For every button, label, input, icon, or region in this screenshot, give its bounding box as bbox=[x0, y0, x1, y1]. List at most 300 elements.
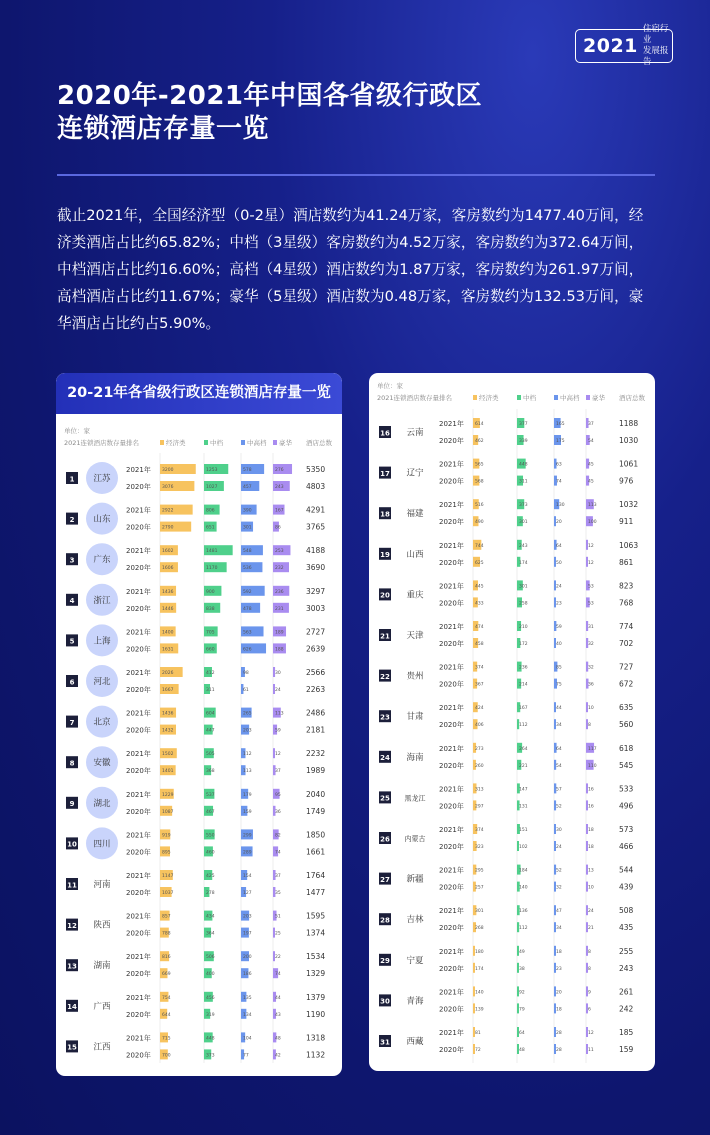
year-label: 2021年 bbox=[126, 709, 151, 718]
bar-value-label: 52 bbox=[556, 804, 562, 810]
year-label: 2020年 bbox=[439, 883, 464, 892]
bar-value-label: 48 bbox=[519, 1048, 525, 1053]
row-total: 823 bbox=[619, 581, 634, 591]
bar-value-label: 265 bbox=[243, 711, 252, 717]
year-label: 2020年 bbox=[126, 807, 151, 816]
row-total: 560 bbox=[619, 720, 634, 730]
unit-label: 单位：家 bbox=[64, 427, 90, 435]
bar-value-label: 301 bbox=[243, 525, 252, 531]
year-label: 2021年 bbox=[126, 587, 151, 596]
rank-number: 21 bbox=[380, 632, 390, 641]
province-name: 重庆 bbox=[406, 590, 424, 601]
year-label: 2021年 bbox=[439, 826, 464, 834]
bar-value-label: 37 bbox=[275, 769, 281, 775]
legend-swatch bbox=[586, 395, 590, 400]
rank-number: 30 bbox=[380, 997, 390, 1006]
bar-value-label: 113 bbox=[275, 711, 284, 717]
province-name: 宁夏 bbox=[406, 955, 424, 966]
bar-value-label: 367 bbox=[475, 682, 484, 688]
year-label: 2020年 bbox=[126, 1051, 151, 1060]
bar-value-label: 12 bbox=[588, 560, 594, 566]
row-total: 4803 bbox=[306, 482, 326, 491]
bar-value-label: 1667 bbox=[162, 688, 174, 693]
bar-value-label: 174 bbox=[475, 966, 484, 972]
bar-value-label: 113 bbox=[588, 503, 597, 509]
bar-value-label: 154 bbox=[243, 874, 252, 879]
bar-value-label: 323 bbox=[475, 845, 484, 850]
row-total: 243 bbox=[619, 963, 634, 973]
bar-value-label: 81 bbox=[475, 1031, 481, 1036]
row-total: 1032 bbox=[619, 500, 639, 510]
year-label: 2020年 bbox=[439, 721, 464, 730]
bar-value-label: 16 bbox=[588, 804, 594, 810]
bar-value-label: 134 bbox=[243, 1012, 252, 1018]
rank-number: 12 bbox=[67, 921, 77, 930]
rank-number: 18 bbox=[380, 510, 390, 519]
bar-value-label: 50 bbox=[556, 560, 562, 566]
rank-number: 20 bbox=[380, 591, 390, 600]
bar-value-label: 140 bbox=[519, 885, 528, 891]
province-name: 海南 bbox=[406, 752, 424, 763]
rank-number: 13 bbox=[67, 962, 77, 971]
bar-value-label: 339 bbox=[519, 439, 528, 444]
bar-value-label: 578 bbox=[243, 468, 252, 473]
row-total: 1749 bbox=[306, 806, 326, 816]
bar-value-label: 34 bbox=[556, 723, 562, 729]
province-name: 内蒙古 bbox=[404, 835, 426, 843]
bar-value-label: 462 bbox=[475, 439, 484, 444]
bar-value-label: 6 bbox=[588, 1007, 591, 1013]
bar-value-label: 3076 bbox=[162, 485, 174, 490]
bar-value-label: 175 bbox=[556, 439, 565, 444]
row-total: 2566 bbox=[306, 668, 326, 677]
rank-number: 24 bbox=[380, 754, 390, 763]
bar-value-label: 12 bbox=[588, 1031, 594, 1036]
bar-value-label: 72 bbox=[475, 1048, 481, 1053]
bar-value-label: 243 bbox=[275, 485, 284, 490]
bar-value-label: 8 bbox=[588, 966, 591, 972]
year-label: 2020年 bbox=[126, 604, 151, 613]
bar-value-label: 1602 bbox=[162, 549, 174, 555]
bar-value-label: 159 bbox=[243, 809, 252, 815]
badge-year: 2021 bbox=[583, 35, 638, 57]
bar-value-label: 167 bbox=[519, 706, 528, 712]
bar-value-label: 2026 bbox=[162, 671, 174, 676]
year-label: 2021年 bbox=[126, 912, 151, 921]
bar-value-label: 64 bbox=[519, 1031, 525, 1036]
year-label: 2020年 bbox=[439, 477, 464, 486]
province-name: 广西 bbox=[93, 1001, 111, 1012]
bar-value-label: 151 bbox=[519, 828, 528, 833]
row-total: 4188 bbox=[306, 546, 326, 556]
bar-value-label: 139 bbox=[475, 1007, 484, 1013]
year-label: 2021年 bbox=[126, 547, 151, 556]
bar-value-label: 257 bbox=[475, 885, 484, 891]
province-name: 青海 bbox=[406, 996, 424, 1007]
rank-label: 2021连锁酒店数存量排名 bbox=[377, 394, 453, 402]
bar-value-label: 1229 bbox=[162, 792, 174, 798]
rank-number: 17 bbox=[380, 469, 390, 478]
year-label: 2020年 bbox=[126, 1010, 151, 1019]
rank-number: 26 bbox=[380, 835, 390, 844]
bar-value-label: 12 bbox=[275, 752, 281, 758]
row-total: 1477 bbox=[306, 888, 326, 897]
year-label: 2021年 bbox=[126, 628, 151, 637]
bar-value-label: 165 bbox=[556, 422, 565, 427]
bar-value-label: 278 bbox=[206, 891, 215, 896]
bar-value-label: 8 bbox=[588, 949, 591, 955]
bar-value-label: 406 bbox=[475, 723, 484, 729]
bar-value-label: 11 bbox=[588, 1048, 594, 1053]
bar-value-label: 456 bbox=[206, 995, 215, 1001]
rank-label: 2021连锁酒店数存量排名 bbox=[64, 439, 140, 447]
bar-value-label: 319 bbox=[206, 1012, 215, 1018]
bar-value-label: 377 bbox=[519, 422, 528, 427]
legend-swatch bbox=[473, 395, 477, 400]
bar-value-label: 458 bbox=[475, 642, 484, 647]
bar-value-label: 754 bbox=[162, 995, 171, 1001]
year-label: 2021年 bbox=[439, 907, 464, 916]
bar-value-label: 236 bbox=[275, 589, 284, 595]
bar-value-label: 61 bbox=[243, 688, 249, 693]
province-name: 山西 bbox=[406, 549, 424, 560]
bar-value-label: 189 bbox=[275, 630, 284, 636]
row-total: 544 bbox=[619, 865, 634, 875]
bar-value-label: 102 bbox=[519, 845, 528, 850]
province-name: 北京 bbox=[93, 717, 111, 728]
bar-value-label: 268 bbox=[475, 926, 484, 932]
rank-number: 25 bbox=[380, 794, 390, 803]
chart-title: 20-21年各省级行政区连锁酒店存量一览 bbox=[56, 373, 342, 414]
bar-value-label: 20 bbox=[556, 520, 562, 526]
row-total: 2727 bbox=[306, 627, 326, 637]
bar-value-label: 900 bbox=[206, 589, 215, 595]
year-label: 2021年 bbox=[126, 506, 151, 515]
bar-value-label: 301 bbox=[475, 909, 484, 915]
chart-card-left bbox=[56, 373, 342, 1076]
bar-value-label: 113 bbox=[243, 769, 252, 775]
year-label: 2020年 bbox=[439, 1046, 464, 1054]
bar-value-label: 44 bbox=[275, 995, 281, 1001]
year-label: 2020年 bbox=[439, 761, 464, 770]
bar-value-label: 788 bbox=[162, 931, 171, 937]
bar-value-label: 21 bbox=[588, 926, 594, 932]
summary-paragraph: 截止2021年，全国经济型（0-2星）酒店数约为41.24万家，客房数约为1477.40万间，经济类酒店占比约65.82%；中档（3星级）客房数约为4.52万家，客房数约为372.64万间，中档酒店占比约16.60%；高档（4星级）酒店数约为1.87万家，客房数约为261.97万间，高档酒店占比约11.67%；豪华（5星级）酒店数为0.48万家，客房数约为132.53万间，豪华酒店占比约占5.90%。 bbox=[57, 207, 644, 332]
chart-card-right bbox=[369, 373, 655, 1071]
bar-value-label: 48 bbox=[275, 1036, 281, 1042]
rank-number: 29 bbox=[380, 957, 390, 966]
bar-value-label: 95 bbox=[275, 792, 281, 798]
rank-number: 19 bbox=[380, 551, 390, 560]
bar-value-label: 1631 bbox=[162, 647, 174, 653]
year-label: 2021年 bbox=[126, 669, 151, 677]
bar-value-label: 474 bbox=[475, 625, 484, 630]
bar-value-label: 505 bbox=[206, 752, 215, 758]
bar-value-label: 127 bbox=[243, 891, 252, 896]
bar-value-label: 3200 bbox=[162, 468, 174, 473]
bar-value-label: 806 bbox=[206, 508, 215, 514]
bar-value-label: 37 bbox=[275, 874, 281, 879]
bar-value-label: 40 bbox=[556, 642, 562, 647]
year-label: 2021年 bbox=[439, 947, 464, 956]
bar-value-label: 478 bbox=[243, 606, 252, 612]
year-label: 2021年 bbox=[439, 582, 464, 591]
row-total: 2040 bbox=[306, 789, 326, 799]
bar-value-label: 700 bbox=[162, 1053, 171, 1059]
bar-value-label: 368 bbox=[206, 769, 215, 775]
rank-number: 10 bbox=[67, 840, 77, 849]
bar-value-label: 1432 bbox=[162, 728, 174, 734]
bar-value-label: 457 bbox=[243, 485, 252, 490]
report-badge bbox=[575, 24, 673, 67]
legend-swatch bbox=[554, 395, 558, 400]
legend-swatch bbox=[241, 440, 245, 445]
bar-value-label: 231 bbox=[275, 606, 284, 612]
year-label: 2020年 bbox=[439, 437, 464, 445]
page-title-line1: 2020年-2021年中国各省级行政区 bbox=[57, 81, 483, 111]
province-name: 甘肃 bbox=[406, 712, 424, 723]
year-label: 2021年 bbox=[439, 704, 464, 713]
row-total: 1329 bbox=[306, 969, 326, 979]
badge-line1: 住宿行业 bbox=[642, 24, 669, 45]
bar-value-label: 75 bbox=[556, 682, 562, 688]
bar-value-label: 374 bbox=[475, 665, 484, 671]
year-label: 2020年 bbox=[126, 767, 151, 776]
bar-value-label: 25 bbox=[275, 931, 281, 937]
rank-number: 22 bbox=[380, 672, 390, 681]
total-label: 酒店总数 bbox=[306, 439, 332, 447]
bar-value-label: 536 bbox=[243, 566, 252, 572]
year-label: 2021年 bbox=[439, 623, 464, 631]
row-total: 435 bbox=[619, 923, 634, 933]
province-name: 西藏 bbox=[406, 1037, 424, 1047]
year-label: 2021年 bbox=[126, 831, 151, 840]
bar-value-label: 18 bbox=[588, 845, 594, 850]
bar-value-label: 92 bbox=[519, 990, 525, 996]
bar-value-label: 390 bbox=[243, 508, 252, 514]
bar-value-label: 18 bbox=[588, 828, 594, 833]
bar-value-label: 434 bbox=[206, 914, 215, 920]
province-name: 贵州 bbox=[406, 671, 424, 682]
row-total: 1534 bbox=[306, 952, 326, 962]
bar-value-label: 299 bbox=[243, 833, 252, 839]
bar-value-label: 188 bbox=[275, 647, 284, 653]
bar-value-label: 1147 bbox=[162, 874, 174, 879]
bar-value-label: 563 bbox=[243, 630, 252, 636]
province-name: 江苏 bbox=[93, 474, 111, 484]
year-label: 2021年 bbox=[126, 466, 151, 474]
bar-value-label: 467 bbox=[206, 809, 215, 815]
year-label: 2021年 bbox=[439, 541, 464, 550]
chart-svg-left bbox=[56, 373, 342, 1076]
bar-value-label: 412 bbox=[206, 671, 215, 676]
bar-value-label: 295 bbox=[475, 868, 484, 874]
bar-value-label: 214 bbox=[519, 682, 528, 688]
bar-value-label: 447 bbox=[206, 728, 215, 734]
province-name: 安徽 bbox=[93, 758, 111, 769]
year-label: 2020年 bbox=[126, 686, 151, 694]
bar-value-label: 857 bbox=[162, 914, 171, 920]
legend-label-2: 中档 bbox=[210, 439, 223, 447]
row-total: 1661 bbox=[306, 847, 326, 857]
year-label: 2020年 bbox=[126, 523, 151, 532]
bar-value-label: 43 bbox=[275, 1012, 281, 1018]
bar-value-label: 140 bbox=[475, 990, 484, 996]
legend-label-3: 中高档 bbox=[560, 394, 580, 402]
bar-value-label: 30 bbox=[275, 671, 281, 676]
bar-value-label: 30 bbox=[556, 828, 562, 833]
legend-label-4: 豪华 bbox=[592, 394, 605, 402]
year-label: 2020年 bbox=[439, 843, 464, 851]
bar-value-label: 98 bbox=[243, 671, 249, 676]
bar-value-label: 816 bbox=[162, 955, 171, 961]
bar-value-label: 23 bbox=[556, 966, 562, 972]
row-total: 261 bbox=[619, 987, 634, 997]
page-title-line2: 连锁酒店存量一览 bbox=[57, 114, 270, 144]
bar-value-label: 74 bbox=[556, 479, 562, 485]
row-total: 1318 bbox=[306, 1033, 326, 1043]
year-label: 2020年 bbox=[126, 483, 151, 491]
bar-value-label: 38 bbox=[519, 966, 525, 972]
bar-value-label: 86 bbox=[275, 525, 281, 531]
year-label: 2020年 bbox=[439, 1005, 464, 1014]
year-label: 2021年 bbox=[439, 460, 464, 469]
bar-value-label: 1436 bbox=[162, 589, 174, 595]
year-label: 2020年 bbox=[126, 848, 151, 857]
bar-value-label: 592 bbox=[243, 589, 252, 595]
bar-value-label: 37 bbox=[588, 422, 594, 427]
bar-value-label: 131 bbox=[519, 804, 528, 810]
province-name: 江西 bbox=[93, 1042, 111, 1053]
bar-value-label: 112 bbox=[519, 926, 528, 932]
row-total: 774 bbox=[619, 622, 634, 631]
row-total: 2639 bbox=[306, 644, 326, 654]
bar-value-label: 147 bbox=[519, 787, 528, 793]
row-total: 672 bbox=[619, 679, 634, 689]
row-total: 768 bbox=[619, 598, 634, 608]
bar-value-label: 203 bbox=[243, 728, 252, 734]
row-total: 1764 bbox=[306, 871, 326, 880]
row-total: 1374 bbox=[306, 928, 326, 938]
rank-number: 4 bbox=[69, 597, 75, 606]
bar-value-label: 1606 bbox=[162, 566, 174, 572]
province-name: 山东 bbox=[93, 514, 111, 525]
bar-value-label: 2790 bbox=[162, 525, 174, 531]
bar-value-label: 1502 bbox=[162, 752, 174, 758]
bar-value-label: 625 bbox=[475, 560, 484, 566]
bar-value-label: 22 bbox=[275, 955, 281, 961]
bar-value-label: 311 bbox=[206, 688, 215, 693]
province-name: 辽宁 bbox=[406, 468, 424, 479]
row-total: 159 bbox=[619, 1045, 634, 1054]
province-name: 四川 bbox=[93, 839, 111, 850]
bar-value-label: 16 bbox=[588, 787, 594, 793]
row-total: 1188 bbox=[619, 419, 639, 428]
year-label: 2021年 bbox=[126, 872, 151, 880]
bar-value-label: 180 bbox=[475, 949, 484, 955]
bar-value-label: 28 bbox=[556, 1031, 562, 1036]
bar-value-label: 136 bbox=[519, 909, 528, 915]
row-total: 1850 bbox=[306, 830, 326, 840]
bar-value-label: 236 bbox=[519, 665, 528, 671]
rank-number: 11 bbox=[67, 881, 77, 890]
province-name: 吉林 bbox=[406, 915, 424, 926]
bar-value-label: 669 bbox=[162, 972, 171, 978]
bar-value-label: 45 bbox=[588, 462, 594, 468]
legend-label-1: 经济类 bbox=[166, 439, 186, 447]
bar-value-label: 424 bbox=[475, 706, 484, 712]
bar-value-label: 10 bbox=[588, 706, 594, 712]
bar-value-label: 54 bbox=[556, 763, 562, 769]
rank-number: 2 bbox=[69, 515, 75, 524]
rank-number: 31 bbox=[380, 1038, 390, 1047]
province-name: 天津 bbox=[406, 631, 424, 641]
legend-label-4: 豪华 bbox=[279, 439, 292, 447]
year-label: 2021年 bbox=[439, 866, 464, 875]
row-total: 1132 bbox=[306, 1050, 326, 1060]
bar-value-label: 32 bbox=[556, 885, 562, 891]
bar-value-label: 364 bbox=[206, 931, 215, 937]
year-label: 2020年 bbox=[439, 640, 464, 648]
province-name: 河北 bbox=[93, 677, 111, 687]
bar-value-label: 1087 bbox=[162, 809, 174, 815]
badge-line2: 发展报告 bbox=[642, 46, 669, 67]
province-name: 陕西 bbox=[93, 920, 111, 931]
row-total: 1061 bbox=[619, 459, 639, 469]
bar-value-label: 705 bbox=[206, 630, 215, 636]
bar-value-label: 77 bbox=[243, 1053, 249, 1059]
bar-value-label: 36 bbox=[588, 682, 594, 688]
province-name: 河南 bbox=[93, 880, 111, 890]
year-label: 2021年 bbox=[439, 785, 464, 794]
bar-value-label: 172 bbox=[519, 642, 528, 647]
row-total: 5350 bbox=[306, 465, 326, 474]
bar-value-label: 54 bbox=[588, 439, 594, 444]
bar-value-label: 53 bbox=[588, 584, 594, 590]
year-label: 2020年 bbox=[439, 964, 464, 973]
bar-value-label: 301 bbox=[519, 584, 528, 590]
bar-value-label: 1401 bbox=[162, 769, 174, 775]
unit-label: 单位：家 bbox=[377, 382, 403, 390]
bar-value-label: 537 bbox=[206, 792, 215, 798]
title-divider bbox=[57, 174, 655, 176]
row-total: 3003 bbox=[306, 603, 326, 613]
year-label: 2020年 bbox=[439, 558, 464, 567]
bar-value-label: 32 bbox=[588, 665, 594, 671]
row-total: 242 bbox=[619, 1004, 634, 1014]
bar-value-label: 44 bbox=[556, 706, 562, 712]
bar-value-label: 260 bbox=[475, 763, 484, 769]
bar-value-label: 13 bbox=[588, 868, 594, 874]
rank-number: 16 bbox=[380, 429, 390, 438]
bar-value-label: 74 bbox=[275, 850, 281, 856]
rank-number: 1 bbox=[69, 475, 75, 484]
bar-value-label: 1027 bbox=[206, 485, 218, 490]
bar-value-label: 460 bbox=[206, 850, 215, 856]
bar-value-label: 47 bbox=[556, 909, 562, 915]
bar-value-label: 895 bbox=[162, 850, 171, 856]
bar-value-label: 74 bbox=[275, 972, 281, 978]
bar-value-label: 1481 bbox=[206, 549, 218, 555]
bar-value-label: 24 bbox=[556, 584, 562, 590]
year-label: 2021年 bbox=[439, 501, 464, 510]
legend-swatch bbox=[273, 440, 277, 445]
bar-value-label: 1436 bbox=[162, 711, 174, 717]
bar-value-label: 258 bbox=[519, 601, 528, 607]
bar-value-label: 110 bbox=[588, 763, 597, 769]
bar-value-label: 289 bbox=[243, 850, 252, 856]
row-total: 4291 bbox=[306, 505, 326, 515]
